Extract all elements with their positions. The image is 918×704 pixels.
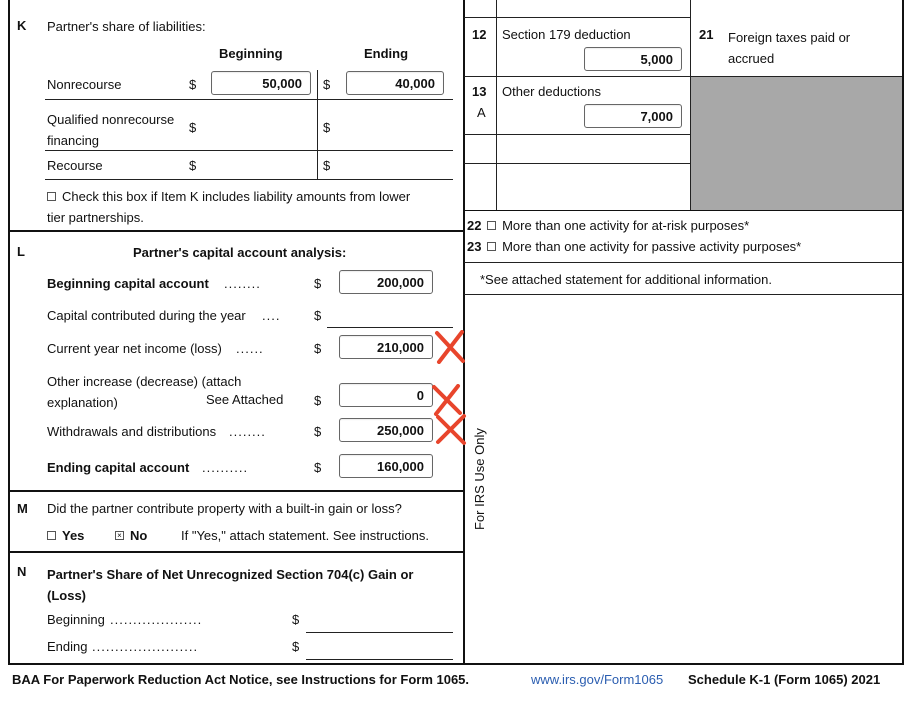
n-beginning-label: Beginning xyxy=(47,612,105,627)
n-beginning-field[interactable] xyxy=(306,608,453,632)
recourse-beginning-field[interactable] xyxy=(205,154,315,176)
other-increase-line1: Other increase (decrease) (attach xyxy=(47,374,242,389)
footer-irs-link[interactable]: www.irs.gov/Form1065 xyxy=(531,672,664,687)
dollar-sign: $ xyxy=(314,424,322,439)
capital-row-label: Beginning capital account xyxy=(47,276,209,291)
box21-number: 21 xyxy=(699,27,714,42)
box-divider xyxy=(464,163,690,164)
dollar-sign: $ xyxy=(314,460,322,475)
capital-row-label: Ending capital account xyxy=(47,460,190,475)
section-k-letter: K xyxy=(17,18,27,33)
box22-label: More than one activity for at-risk purposes* xyxy=(502,218,750,233)
box-divider xyxy=(464,210,902,211)
capital-row-label: Current year net income (loss) xyxy=(47,341,222,356)
box12-value-field[interactable]: 5,000 xyxy=(584,47,682,71)
irs-use-only-label: For IRS Use Only xyxy=(472,428,487,530)
lower-tier-line1: Check this box if Item K includes liability amounts from lower xyxy=(62,189,411,204)
dollar-sign: $ xyxy=(189,77,197,92)
beginning-capital-field[interactable]: 200,000 xyxy=(339,270,433,294)
lower-tier-line2: tier partnerships. xyxy=(47,210,144,225)
nonrecourse-beginning-field[interactable]: 50,000 xyxy=(211,71,311,95)
box12-number: 12 xyxy=(472,27,487,42)
box-divider xyxy=(464,294,902,295)
no-checkbox[interactable]: × xyxy=(115,531,124,540)
box13-value-field[interactable]: 7,000 xyxy=(584,104,682,128)
box23-row xyxy=(467,239,801,254)
yes-label: Yes xyxy=(62,528,85,543)
form-bottom-border xyxy=(8,663,904,665)
dollar-sign: $ xyxy=(189,158,197,173)
m-no-row xyxy=(115,528,147,543)
section-m-question: Did the partner contribute property with a built-in gain or loss? xyxy=(47,501,402,516)
other-increase-line2: explanation) xyxy=(47,395,118,410)
underline xyxy=(306,659,453,660)
m-answer-row xyxy=(47,528,84,543)
section-n-letter: N xyxy=(17,564,27,579)
dollar-sign: $ xyxy=(314,308,322,323)
no-label: No xyxy=(130,528,148,543)
recourse-ending-field[interactable] xyxy=(340,154,450,176)
other-increase-field[interactable]: 0 xyxy=(339,383,433,407)
qualified-nonrecourse-label xyxy=(47,109,174,151)
section-l-title: Partner's capital account analysis: xyxy=(133,245,347,260)
box22-row xyxy=(467,218,749,233)
red-x-mark-icon xyxy=(433,330,467,364)
col-ending-header: Ending xyxy=(364,46,409,61)
dollar-sign: $ xyxy=(323,120,331,135)
section-divider xyxy=(8,490,464,492)
right-col-divider xyxy=(496,0,497,210)
form-left-border xyxy=(8,0,10,665)
box12-label: Section 179 deduction xyxy=(502,27,631,42)
statement-note: *See attached statement for additional information. xyxy=(480,272,772,287)
leader-dots: .... xyxy=(262,308,281,323)
k-lower-tier-checkbox-row xyxy=(47,186,410,228)
qualified-nonrecourse-line2: financing xyxy=(47,133,100,148)
dollar-sign: $ xyxy=(189,120,197,135)
box23-checkbox[interactable] xyxy=(487,242,496,251)
row-divider xyxy=(45,99,453,100)
row-divider xyxy=(45,150,453,151)
section-n-title xyxy=(47,564,413,606)
section-divider xyxy=(8,551,464,553)
footer-form-name: Schedule K-1 (Form 1065) 2021 xyxy=(688,672,881,687)
red-x-mark-icon xyxy=(434,413,468,447)
nonrecourse-ending-field[interactable]: 40,000 xyxy=(346,71,444,95)
dollar-sign: $ xyxy=(314,341,322,356)
ending-capital-field[interactable]: 160,000 xyxy=(339,454,433,478)
dollar-sign: $ xyxy=(323,77,331,92)
recourse-label: Recourse xyxy=(47,158,103,173)
capital-contributed-field[interactable] xyxy=(327,302,453,327)
box23-label: More than one activity for passive activity purposes* xyxy=(502,239,802,254)
footer-paperwork-notice: BAA For Paperwork Reduction Act Notice, see Instructions for Form 1065. xyxy=(12,672,470,687)
box21-line1: Foreign taxes paid or xyxy=(728,30,851,45)
current-year-income-field[interactable]: 210,000 xyxy=(339,335,433,359)
see-attached-note: See Attached xyxy=(206,392,284,407)
yes-checkbox[interactable] xyxy=(47,531,56,540)
qualified-nonrecourse-line1: Qualified nonrecourse xyxy=(47,112,175,127)
lower-tier-checkbox[interactable] xyxy=(47,192,56,201)
dollar-sign: $ xyxy=(314,276,322,291)
col-divider xyxy=(317,70,318,180)
box22-checkbox[interactable] xyxy=(487,221,496,230)
box13-label: Other deductions xyxy=(502,84,602,99)
col-beginning-header: Beginning xyxy=(219,46,283,61)
box23-number: 23 xyxy=(467,239,482,254)
underline xyxy=(306,632,453,633)
section-l-letter: L xyxy=(17,244,25,259)
leader-dots: ....................... xyxy=(92,639,199,654)
m-note: If "Yes," attach statement. See instructions. xyxy=(181,528,429,543)
leader-dots: ........ xyxy=(229,424,266,439)
section-n-title-line1: Partner's Share of Net Unrecognized Section 704(c) Gain or xyxy=(47,567,414,582)
form-right-border xyxy=(902,0,904,665)
nonrecourse-label: Nonrecourse xyxy=(47,77,122,92)
box-divider xyxy=(464,134,690,135)
capital-row-label: Capital contributed during the year xyxy=(47,308,246,323)
capital-row-label: Withdrawals and distributions xyxy=(47,424,217,439)
leader-dots: .................... xyxy=(110,612,203,627)
dollar-sign: $ xyxy=(292,639,300,654)
withdrawals-field[interactable]: 250,000 xyxy=(339,418,433,442)
box21-label xyxy=(728,27,850,69)
leader-dots: ........ xyxy=(224,276,261,291)
section-m-letter: M xyxy=(17,501,28,516)
leader-dots: ...... xyxy=(236,341,264,356)
box-divider xyxy=(464,17,690,18)
shaded-box xyxy=(691,77,902,210)
box-divider xyxy=(464,262,902,263)
row-divider xyxy=(45,179,453,180)
section-k-title: Partner's share of liabilities: xyxy=(47,19,206,34)
box13-number: 13 xyxy=(472,84,487,99)
underline xyxy=(327,327,453,328)
n-ending-label: Ending xyxy=(47,639,88,654)
section-divider xyxy=(8,230,464,232)
dollar-sign: $ xyxy=(314,393,322,408)
box21-line2: accrued xyxy=(728,51,775,66)
leader-dots: .......... xyxy=(202,460,249,475)
qualified-nonrecourse-beginning-field[interactable] xyxy=(205,112,315,142)
box22-number: 22 xyxy=(467,218,482,233)
section-n-title-line2: (Loss) xyxy=(47,588,86,603)
box13-code: A xyxy=(477,105,486,120)
qualified-nonrecourse-ending-field[interactable] xyxy=(340,112,450,142)
dollar-sign: $ xyxy=(292,612,300,627)
dollar-sign: $ xyxy=(323,158,331,173)
n-ending-field[interactable] xyxy=(306,635,453,659)
